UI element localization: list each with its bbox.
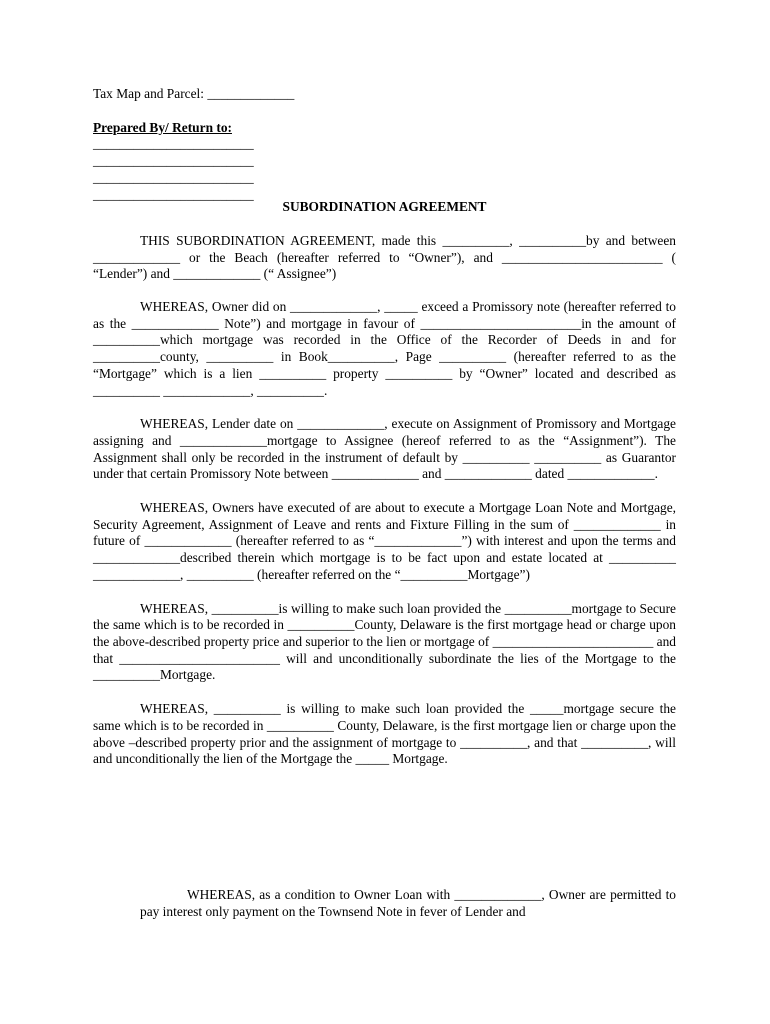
prepared-by-heading: Prepared By/ Return to: [93, 119, 232, 135]
document-page [93, 86, 676, 768]
paragraph-whereas-condition: WHEREAS, as a condition to Owner Loan with _____________, Owner are permitted to pay interest only payment on the Townsend Note in fever of Lender and [140, 887, 676, 919]
paragraph-whereas-owner: WHEREAS, Owner did on _____________, _____ exceed a Promissory note (hereafter referred to as the _____________ Note”) and mortgage in favour of ________________________in the amount of __________which mortgage was recorded in the Office of the Recorder of Deeds in and for __________county, __________ in Book__________, Page __________ (hereafter referred to as the “Mortgage” which is a lien __________ property __________ by “Owner” located and described as __________ _____________, __________. [93, 299, 676, 398]
paragraph-whereas-owners-executed: WHEREAS, Owners have executed of are about to execute a Mortgage Loan Note and Mortgage, Security Agreement, Assignment of Leave and rents and Fixture Filling in the sum of _____________ in future of _____________ (hereafter referred to as “_____________”) with interest and upon the terms and _____________described therein which mortgage is to be fact upon and estate located at __________ _____________, __________ (hereafter referred on the “__________Mortgage”) [93, 500, 676, 582]
return-address-line: ________________________ [93, 186, 254, 202]
paragraph-whereas-lender: WHEREAS, Lender date on _____________, execute on Assignment of Promissory and Mortgage assigning and _____________mortgage to Assignee (hereof referred to as the “Assignment”). The Assignment shall only be recorded in the instrument of default by __________ __________ as Guarantor under that certain Promissory Note between _____________ and _____________ dated _____________. [93, 416, 676, 482]
return-address-line: ________________________ [93, 136, 254, 152]
tax-map-line: Tax Map and Parcel: _____________ [93, 86, 295, 101]
paragraph-parties: THIS SUBORDINATION AGREEMENT, made this __________, __________by and between _____________ or the Beach (hereafter referred to “Owner”), and ________________________ ( “Lender”) and _____________ (“ Assignee”) [93, 232, 676, 282]
paragraph-whereas-mortgage-secure: WHEREAS, __________ is willing to make such loan provided the _____mortgage secure the same which is to be recorded in __________ County, Delaware, is the first mortgage lien or charge upon the above –described property prior and the assignment of mortgage to __________, and that __________, will and unconditionally the lien of the Mortgage the _____ Mortgage. [93, 701, 676, 767]
document-title: SUBORDINATION AGREEMENT [282, 199, 487, 215]
return-address-line: ________________________ [93, 153, 254, 169]
paragraph-whereas-willing-loan: WHEREAS, __________is willing to make such loan provided the __________mortgage to Secure the same which is to be recorded in __________County, Delaware is the first mortgage head or charge upon the above-described property price and superior to the lien or mortgage of ________________________ and that ________________________ will and unconditionally subordinate the lies of the Mortgage to the __________Mortgage. [93, 600, 676, 683]
return-address-line: ________________________ [93, 169, 254, 185]
